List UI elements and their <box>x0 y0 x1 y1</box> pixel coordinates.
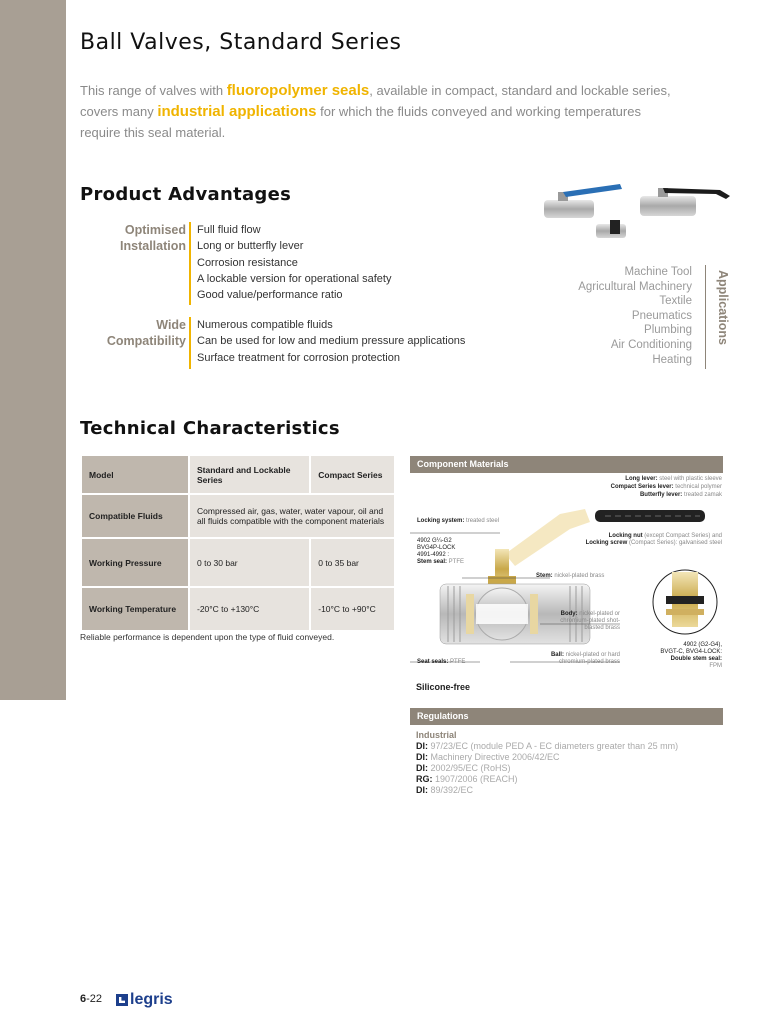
valve-product-image <box>540 180 735 250</box>
caption-text: technical polymer <box>673 484 722 490</box>
label-line: Optimised <box>124 223 186 237</box>
page-title: Ball Valves, Standard Series <box>80 30 402 55</box>
caption-line: 4991-4992 : <box>417 552 450 558</box>
label-line: Compatibility <box>106 334 186 348</box>
advantage-list-installation <box>197 222 391 303</box>
table-row <box>81 538 395 587</box>
regulation-text: 97/23/EC (module PED A - EC diameters greater than 25 mm) <box>428 741 679 751</box>
models-caption <box>417 538 464 566</box>
caption-bold: Locking system: <box>417 518 465 524</box>
application-item: Pneumatics <box>631 309 692 322</box>
caption-bold: Stem: <box>536 573 553 579</box>
row-label: Model <box>81 455 189 494</box>
table-cell: Standard and Lockable Series <box>189 455 310 494</box>
applications-bar <box>705 265 706 369</box>
regulation-code: DI: <box>416 763 428 773</box>
page-number <box>80 993 102 1005</box>
row-label: Working Temperature <box>81 587 189 631</box>
table-note: Reliable performance is dependent upon the type of fluid conveyed. <box>80 632 335 642</box>
table-cell: 0 to 35 bar <box>310 538 395 587</box>
advantage-bar <box>189 222 191 305</box>
regulation-item <box>416 774 678 785</box>
label-line: Wide <box>156 318 186 332</box>
advantage-item: Long or butterfly lever <box>197 240 304 253</box>
advantage-item: Corrosion resistance <box>197 256 298 269</box>
regulation-code: RG: <box>416 774 433 784</box>
legris-logo-icon <box>116 994 128 1006</box>
regulation-text: Machinery Directive 2006/42/EC <box>428 752 560 762</box>
advantage-group-label-compatibility <box>107 317 186 349</box>
regulation-item <box>416 741 678 752</box>
caption-text: treated steel <box>464 518 500 524</box>
advantage-item: Full fluid flow <box>197 224 261 236</box>
application-item: Machine Tool <box>624 266 692 278</box>
alt-models-caption <box>660 642 722 670</box>
intro-highlight-1: fluoropolymer seals <box>226 82 370 99</box>
caption-text: chromium-plated brass <box>558 659 620 665</box>
application-item: Textile <box>659 295 692 308</box>
regulation-item <box>416 785 678 796</box>
legris-logo <box>116 991 173 1009</box>
regulation-code: DI: <box>416 752 428 762</box>
application-item: Plumbing <box>644 324 692 337</box>
table-cell: Compressed air, gas, water, water vapour, oil and all fluids compatible with the component materials <box>189 494 395 538</box>
caption-text: treated zamak <box>682 492 722 498</box>
product-advantages-heading: Product Advantages <box>80 184 292 205</box>
caption-bold: Stem seal: <box>417 559 448 565</box>
intro-highlight-2: industrial applications <box>157 103 317 120</box>
caption-line: 4902 G¼-G2 <box>417 538 452 544</box>
caption-bold: Seat seals: <box>417 659 449 665</box>
body-caption <box>560 611 620 632</box>
table-cell: Compact Series <box>310 455 395 494</box>
table-row <box>81 587 395 631</box>
side-band <box>0 0 66 700</box>
caption-bold: Long lever: <box>625 476 658 482</box>
caption-text: PTFE <box>448 659 466 665</box>
label-line: Installation <box>120 239 186 253</box>
regulation-item <box>416 763 678 774</box>
table-row <box>81 494 395 538</box>
caption-bold: Compact Series lever: <box>610 484 674 490</box>
caption-text: nickel-plated or hard <box>563 652 620 658</box>
advantage-group-label-installation <box>120 222 186 254</box>
caption-bold: Double stem seal: <box>670 656 722 662</box>
regulation-code: DI: <box>416 785 428 795</box>
regulation-code: DI: <box>416 741 428 751</box>
advantage-list-compatibility <box>197 317 465 366</box>
caption-text: (Compact Series): galvanised steel <box>627 540 722 546</box>
brand-name: legris <box>130 991 173 1008</box>
locking-system-caption <box>417 518 499 525</box>
caption-text: steel with plastic sleeve <box>657 476 722 482</box>
advantage-item: Good value/performance ratio <box>197 289 343 302</box>
silicone-free-label: Silicone-free <box>416 682 471 692</box>
component-materials-header: Component Materials <box>410 456 723 473</box>
intro-text-2: , available in compact, standard and lockable series, covers many <box>80 83 671 119</box>
intro-text-1: This range of valves with <box>80 83 227 98</box>
applications-list <box>578 265 692 367</box>
caption-text: PTFE <box>447 559 465 565</box>
advantage-item: Numerous compatible fluids <box>197 319 333 331</box>
regulation-item <box>416 752 678 763</box>
regulation-text: 2002/95/EC (RoHS) <box>428 763 511 773</box>
stem-caption <box>536 573 604 580</box>
regulations-category: Industrial <box>416 730 457 740</box>
long-lever-caption <box>625 476 722 483</box>
application-item: Air Conditioning <box>610 338 692 351</box>
table-row <box>81 455 395 494</box>
advantage-item: Can be used for low and medium pressure applications <box>197 335 466 348</box>
seat-seals-caption <box>417 659 465 666</box>
intro-paragraph <box>80 80 680 143</box>
caption-bold: Butterfly lever: <box>639 492 683 498</box>
ball-caption <box>551 652 620 666</box>
advantage-item: A lockable version for operational safety <box>197 272 392 285</box>
regulations-header: Regulations <box>410 708 723 725</box>
caption-line: BVGT-C, BVG4-LOCK: <box>660 649 722 655</box>
caption-bold: Locking nut <box>608 533 643 539</box>
caption-text: (except Compact Series) and <box>642 533 722 539</box>
caption-bold: Ball: <box>550 652 564 658</box>
row-label: Working Pressure <box>81 538 189 587</box>
caption-text: nickel-plated or <box>577 611 620 617</box>
compact-lever-caption <box>611 484 722 491</box>
advantage-item: Surface treatment for corrosion protection <box>197 351 400 364</box>
advantage-bar <box>189 317 191 369</box>
caption-text: FPM <box>709 663 722 669</box>
page-suffix: -22 <box>86 993 103 1005</box>
caption-line: 4902 (G2-G4), <box>683 642 722 648</box>
caption-line: BVG4P-LOCK <box>417 545 456 551</box>
applications-label: Applications <box>716 270 730 346</box>
row-label: Compatible Fluids <box>81 494 189 538</box>
regulations-list <box>416 730 678 796</box>
section-number: 6 <box>80 993 87 1005</box>
regulation-text: 89/392/EC <box>428 785 474 795</box>
table-cell: -10°C to +90°C <box>310 587 395 631</box>
regulation-text: 1907/2006 (REACH) <box>432 774 518 784</box>
table-cell: -20°C to +130°C <box>189 587 310 631</box>
butterfly-lever-caption <box>640 492 722 499</box>
application-item: Agricultural Machinery <box>578 280 692 293</box>
locking-nut-caption <box>586 533 722 547</box>
table-cell: 0 to 30 bar <box>189 538 310 587</box>
caption-bold: Locking screw <box>585 540 628 546</box>
caption-text: nickel-plated brass <box>552 573 605 579</box>
application-item: Heating <box>652 353 692 366</box>
caption-text: blasted brass <box>584 625 620 631</box>
caption-bold: Body: <box>560 611 578 617</box>
intro-text-3: for which the fluids conveyed and working temperatures require this seal material. <box>80 104 641 140</box>
technical-table <box>80 454 396 632</box>
technical-characteristics-heading: Technical Characteristics <box>80 418 340 439</box>
caption-text: chromium-plated shot- <box>560 618 620 624</box>
